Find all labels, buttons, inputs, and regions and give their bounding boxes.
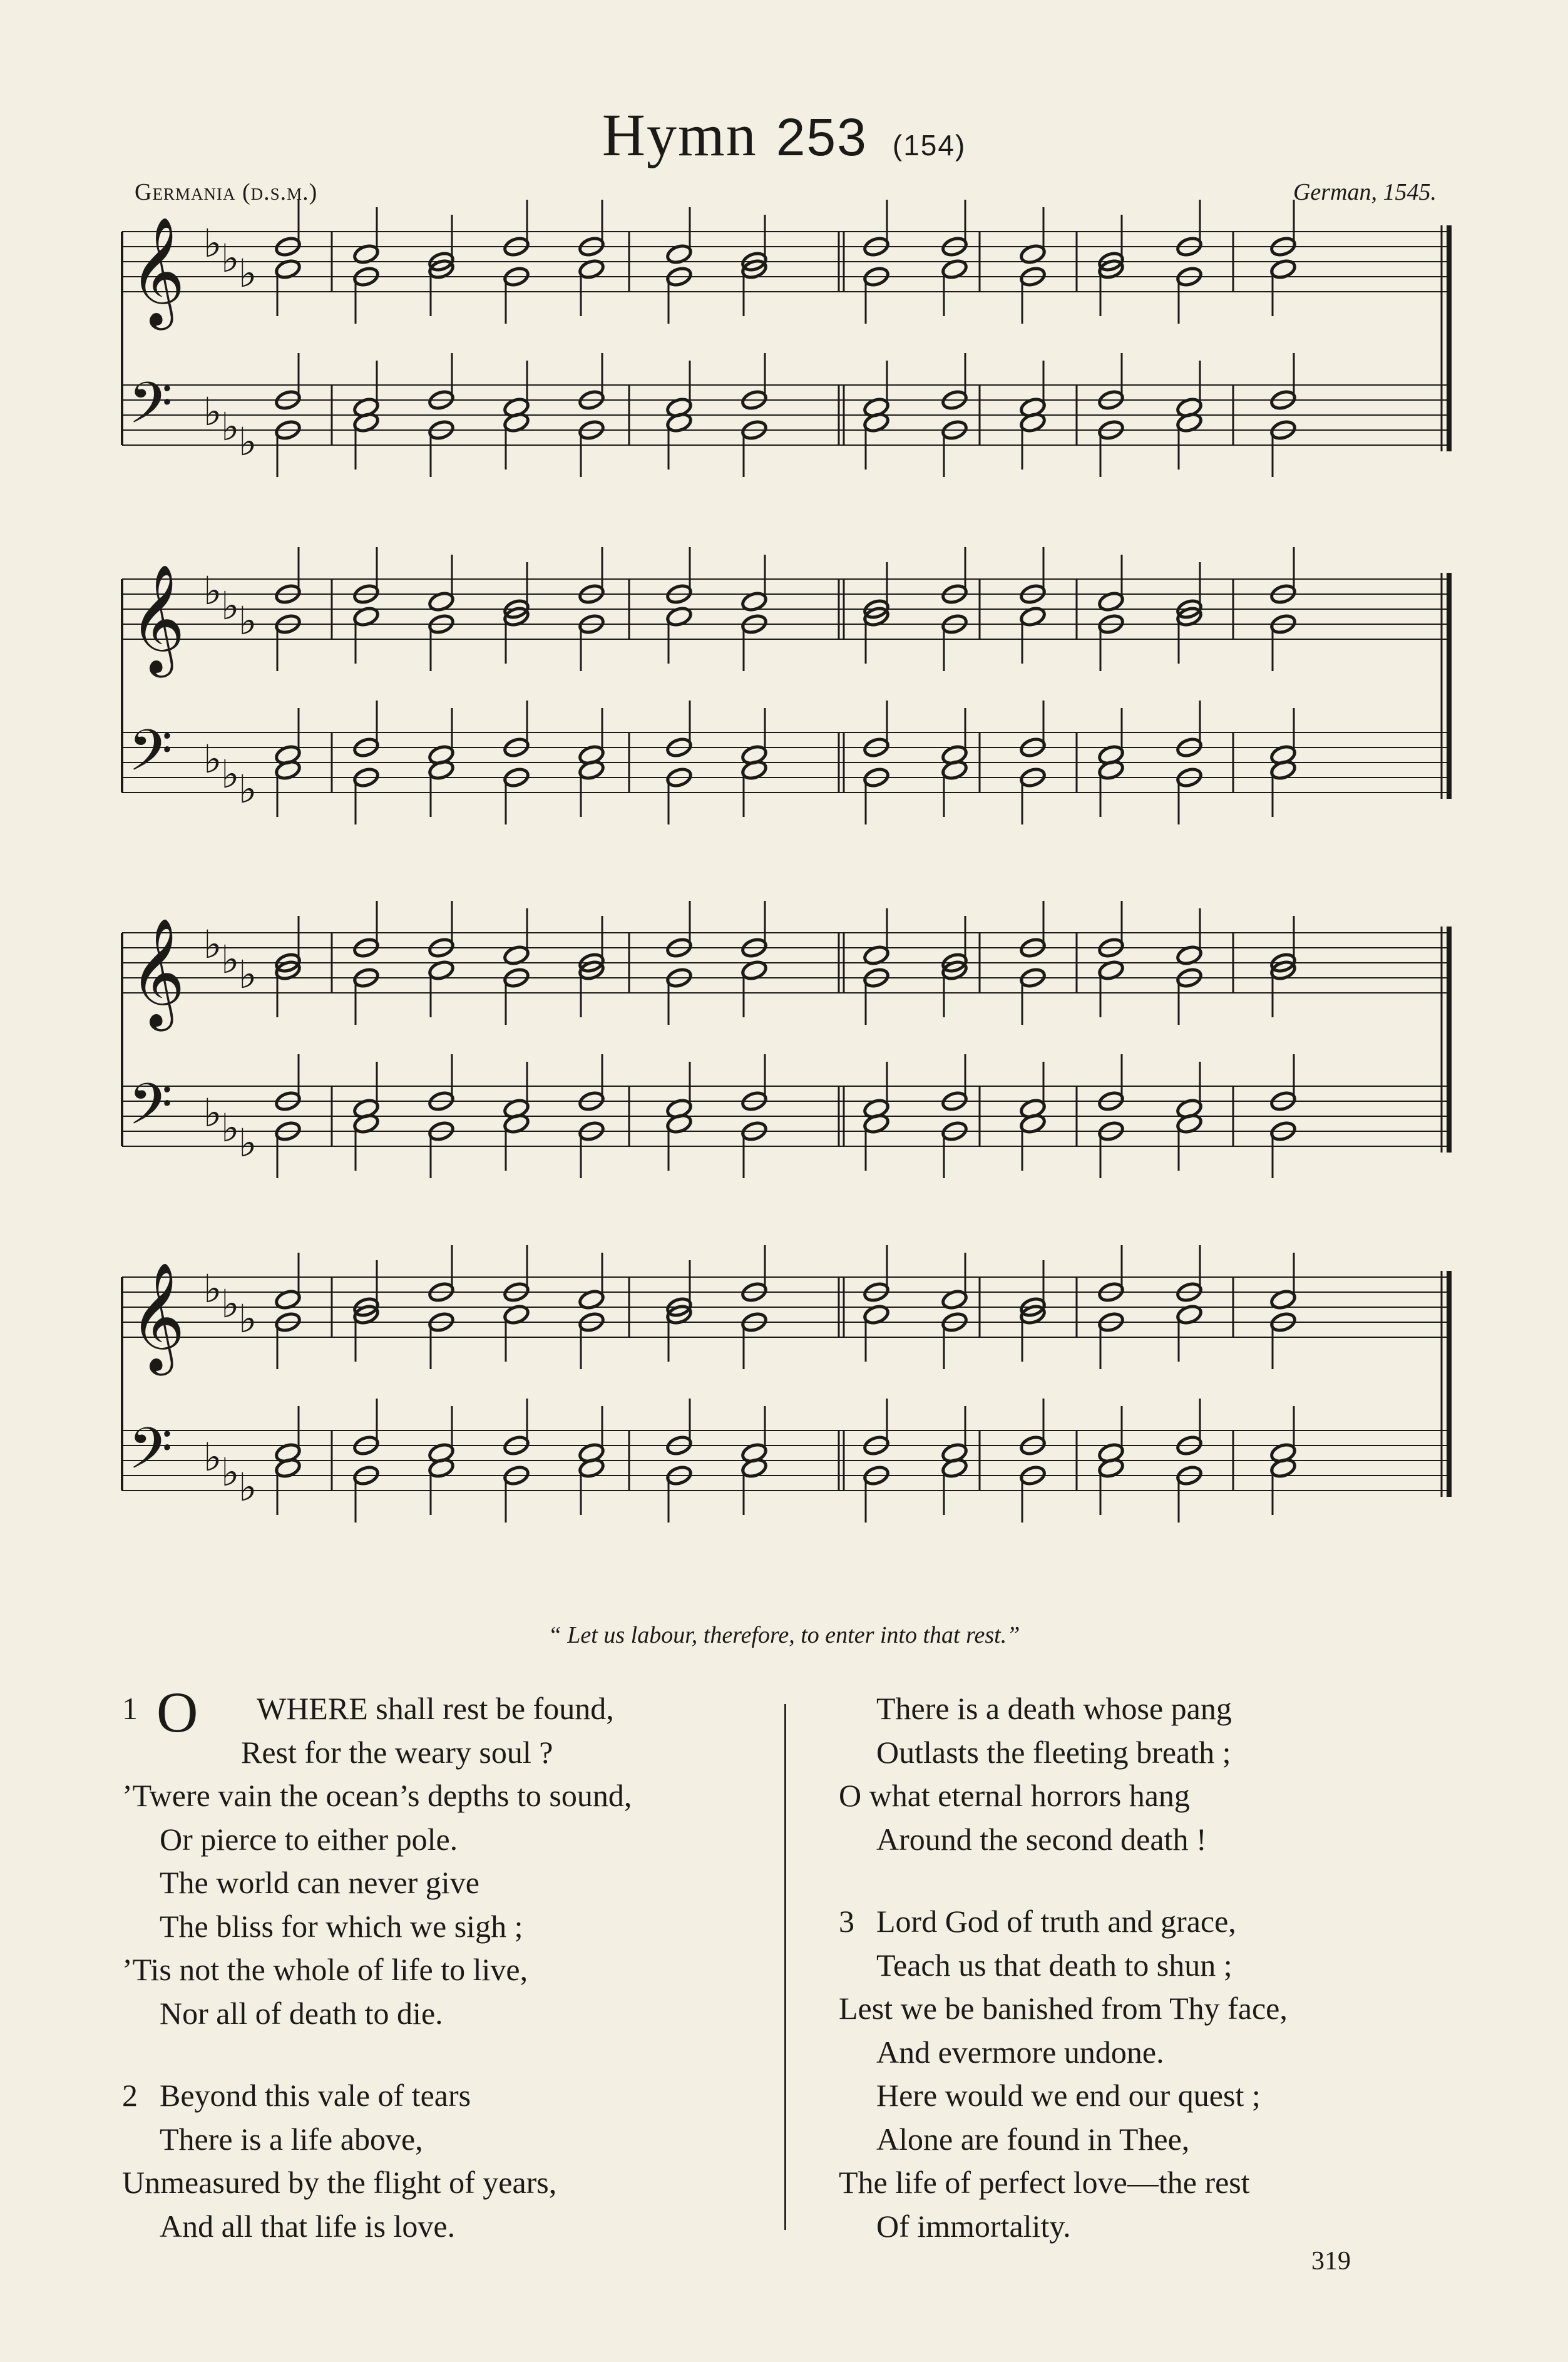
tune-name: Germania (d.s.m.) bbox=[135, 179, 318, 205]
flat-icon: ♭ bbox=[221, 235, 240, 281]
hymn-number: 253 bbox=[776, 108, 868, 167]
flat-icon: ♭ bbox=[221, 1281, 240, 1327]
verse-line bbox=[839, 1900, 1465, 1944]
flat-icon: ♭ bbox=[221, 937, 240, 982]
flat-icon: ♭ bbox=[203, 922, 222, 967]
flat-icon: ♭ bbox=[238, 1296, 257, 1342]
flat-icon: ♭ bbox=[238, 952, 257, 997]
flat-icon: ♭ bbox=[203, 736, 222, 782]
verse-line: Lest we be banished from Thy face, bbox=[839, 1991, 1288, 2026]
verse-line-text: Lord God of truth and grace, bbox=[876, 1904, 1236, 1939]
treble-clef-icon: 𝄞 bbox=[130, 918, 185, 1027]
verse-line: And evermore undone. bbox=[876, 2034, 1164, 2070]
verses-right-column bbox=[839, 1687, 1465, 2248]
bass-clef-icon: 𝄢 bbox=[128, 717, 173, 798]
flat-icon: ♭ bbox=[221, 1449, 240, 1495]
flat-icon: ♭ bbox=[221, 583, 240, 629]
hymn-title-word: Hymn bbox=[602, 101, 757, 168]
verse-line: Outlasts the fleeting breath ; bbox=[876, 1734, 1231, 1770]
verse-line: The world can never give bbox=[160, 1865, 479, 1900]
verse-line: O what eternal horrors hang bbox=[839, 1778, 1190, 1813]
verse-line: And all that life is love. bbox=[160, 2208, 456, 2244]
flat-icon: ♭ bbox=[203, 1434, 222, 1480]
bass-clef-icon: 𝄢 bbox=[128, 1415, 173, 1496]
verse-line-text: WHERE shall rest be found, bbox=[257, 1691, 614, 1726]
verse-line: ’Tis not the whole of life to live, bbox=[122, 1952, 528, 1987]
verse-line: There is a life above, bbox=[160, 2121, 423, 2157]
drop-cap: O bbox=[156, 1680, 198, 1744]
flat-icon: ♭ bbox=[238, 419, 257, 465]
flat-icon: ♭ bbox=[221, 751, 240, 797]
flat-icon: ♭ bbox=[238, 250, 257, 296]
tune-origin: German, 1545. bbox=[1293, 179, 1437, 205]
flat-icon: ♭ bbox=[203, 389, 222, 434]
flat-icon: ♭ bbox=[203, 1266, 222, 1312]
column-divider bbox=[784, 1704, 786, 2230]
flat-icon: ♭ bbox=[238, 766, 257, 812]
flat-icon: ♭ bbox=[203, 568, 222, 614]
verse-line: Rest for the weary soul ? bbox=[241, 1734, 553, 1770]
page-number: 319 bbox=[1311, 2247, 1351, 2276]
flat-icon: ♭ bbox=[238, 598, 257, 644]
verse-line: Around the second death ! bbox=[876, 1821, 1207, 1857]
flat-icon: ♭ bbox=[238, 1120, 257, 1166]
verse-line: Nor all of death to die. bbox=[160, 1995, 443, 2031]
flat-icon: ♭ bbox=[221, 404, 240, 449]
hymn-alt-number: (154) bbox=[892, 129, 966, 162]
verse-line: Teach us that death to shun ; bbox=[876, 1947, 1232, 1983]
bass-clef-icon: 𝄢 bbox=[128, 1071, 173, 1151]
treble-clef-icon: 𝄞 bbox=[130, 1262, 185, 1371]
verse-line bbox=[122, 1680, 773, 1744]
flat-icon: ♭ bbox=[203, 1090, 222, 1136]
verses-left-column bbox=[122, 1680, 773, 2248]
flat-icon: ♭ bbox=[221, 1105, 240, 1151]
bass-clef-icon: 𝄢 bbox=[128, 370, 173, 450]
verse-line: ’Twere vain the ocean’s depths to sound, bbox=[122, 1778, 632, 1813]
verse-line: The life of perfect love—the rest bbox=[839, 2165, 1250, 2200]
verse-line: Or pierce to either pole. bbox=[160, 1821, 458, 1857]
verse-line: There is a death whose pang bbox=[876, 1691, 1232, 1726]
flat-icon: ♭ bbox=[238, 1464, 257, 1510]
verse-number: 3 bbox=[839, 1904, 854, 1939]
verse-number: 1 bbox=[122, 1691, 138, 1726]
verse-line-text: Beyond this vale of tears bbox=[160, 2078, 471, 2113]
treble-clef-icon: 𝄞 bbox=[130, 217, 185, 326]
verse-line: The bliss for which we sigh ; bbox=[160, 1908, 523, 1944]
verse-line: Unmeasured by the flight of years, bbox=[122, 2165, 557, 2200]
treble-clef-icon: 𝄞 bbox=[130, 564, 185, 673]
epigraph: “ Let us labour, therefore, to enter into that rest.” bbox=[548, 1622, 1020, 1648]
verse-number: 2 bbox=[122, 2078, 138, 2113]
verse-line bbox=[122, 2074, 773, 2118]
verse-line: Here would we end our quest ; bbox=[876, 2078, 1261, 2113]
verse-line: Of immortality. bbox=[876, 2208, 1071, 2244]
verse-line: Alone are found in Thee, bbox=[876, 2121, 1190, 2157]
flat-icon: ♭ bbox=[203, 220, 222, 266]
